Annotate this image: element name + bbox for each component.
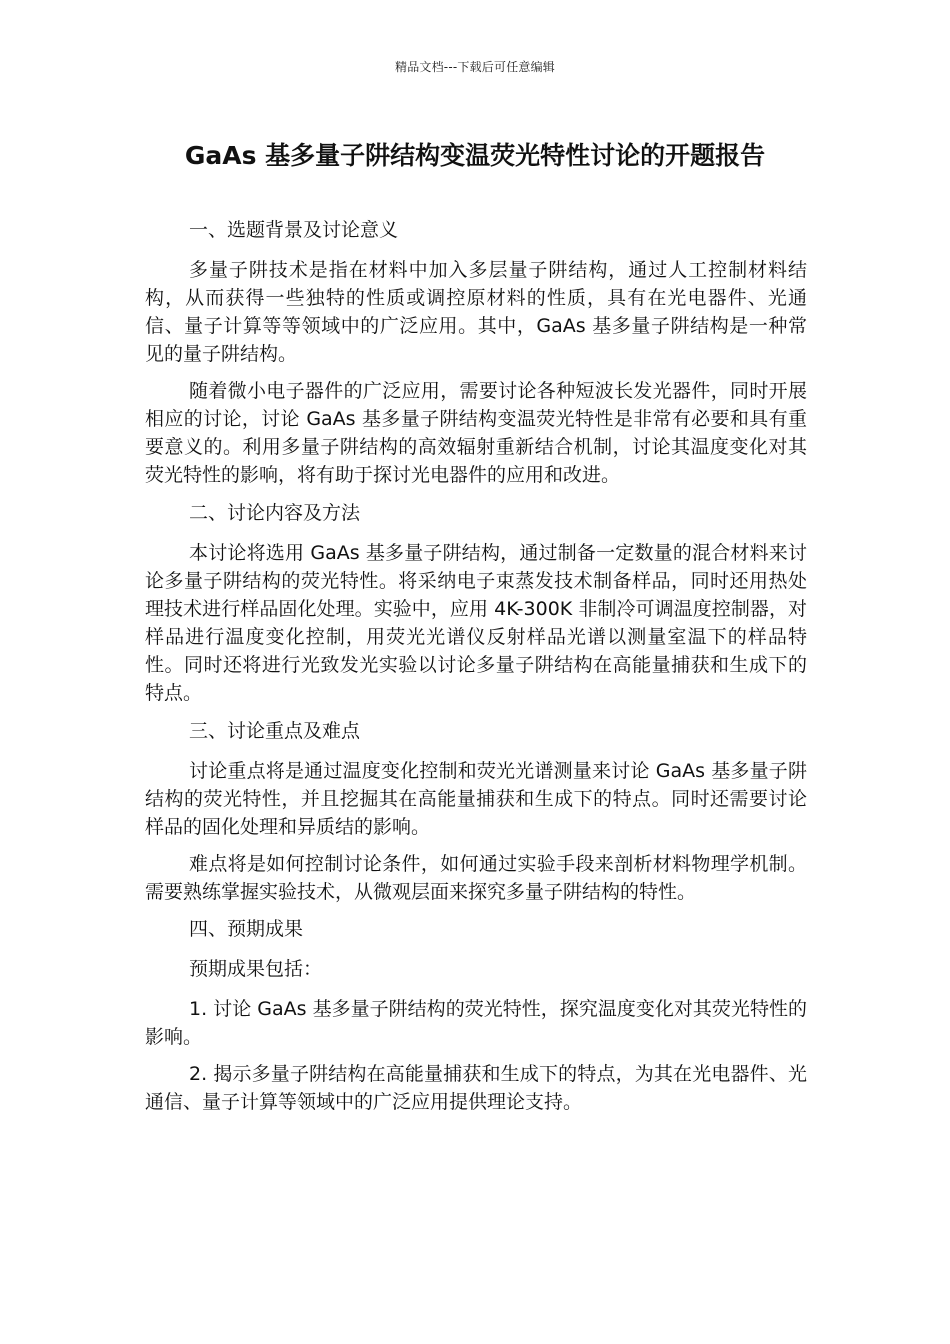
paragraph-background-1: 多量子阱技术是指在材料中加入多层量子阱结构，通过人工控制材料结构，从而获得一些独特的性质或调控原材料的性质，具有在光电器件、光通信、量子计算等等领域中的广泛应用。其中，GaAs 基多量子阱结构是一种常见的量子阱结构。 [145, 259, 807, 365]
list-item-outcome-1: 1. 讨论 GaAs 基多量子阱结构的荧光特性，探究温度变化对其荧光特性的影响。 [145, 998, 807, 1048]
section-heading-background: 一、选题背景及讨论意义 [189, 219, 399, 241]
paragraph-methods-1: 本讨论将选用 GaAs 基多量子阱结构，通过制备一定数量的混合材料来讨论多量子阱结构的荧光特性。将采纳电子束蒸发技术制备样品，同时还用热处理技术进行样品固化处理。实验中，应用 4K-300K 非制冷可调温度控制器，对样品进行温度变化控制，用荧光光谱仪反射样品光谱以测量室温下的样品特性。同时还将进行光致发光实验以讨论多量子阱结构在高能量捕获和生成下的特点。 [145, 542, 807, 704]
document-title: GaAs 基多量子阱结构变温荧光特性讨论的开题报告 [184, 141, 766, 170]
paragraph-background-2: 随着微小电子器件的广泛应用，需要讨论各种短波长发光器件，同时开展相应的讨论，讨论 GaAs 基多量子阱结构变温荧光特性是非常有必要和具有重要意义的。利用多量子阱结构的高效辐射重新结合机制，讨论其温度变化对其荧光特性的影响，将有助于探讨光电器件的应用和改进。 [145, 380, 807, 486]
page-header-note: 精品文档---下载后可任意编辑 [395, 60, 555, 74]
paragraph-focus-2: 难点将是如何控制讨论条件，如何通过实验手段来剖析材料物理学机制。需要熟练掌握实验技术，从微观层面来探究多量子阱结构的特性。 [145, 853, 807, 903]
list-item-outcome-2: 2. 揭示多量子阱结构在高能量捕获和生成下的特点，为其在光电器件、光通信、量子计算等领域中的广泛应用提供理论支持。 [145, 1063, 807, 1113]
section-heading-outcomes: 四、预期成果 [189, 918, 304, 940]
paragraph-focus-1: 讨论重点将是通过温度变化控制和荧光光谱测量来讨论 GaAs 基多量子阱结构的荧光特性，并且挖掘其在高能量捕获和生成下的特点。同时还需要讨论样品的固化处理和异质结的影响。 [145, 760, 807, 838]
section-heading-methods: 二、讨论内容及方法 [189, 502, 361, 524]
paragraph-outcomes-intro: 预期成果包括： [189, 958, 323, 980]
document-body [145, 216, 807, 1125]
section-heading-focus: 三、讨论重点及难点 [189, 720, 361, 742]
